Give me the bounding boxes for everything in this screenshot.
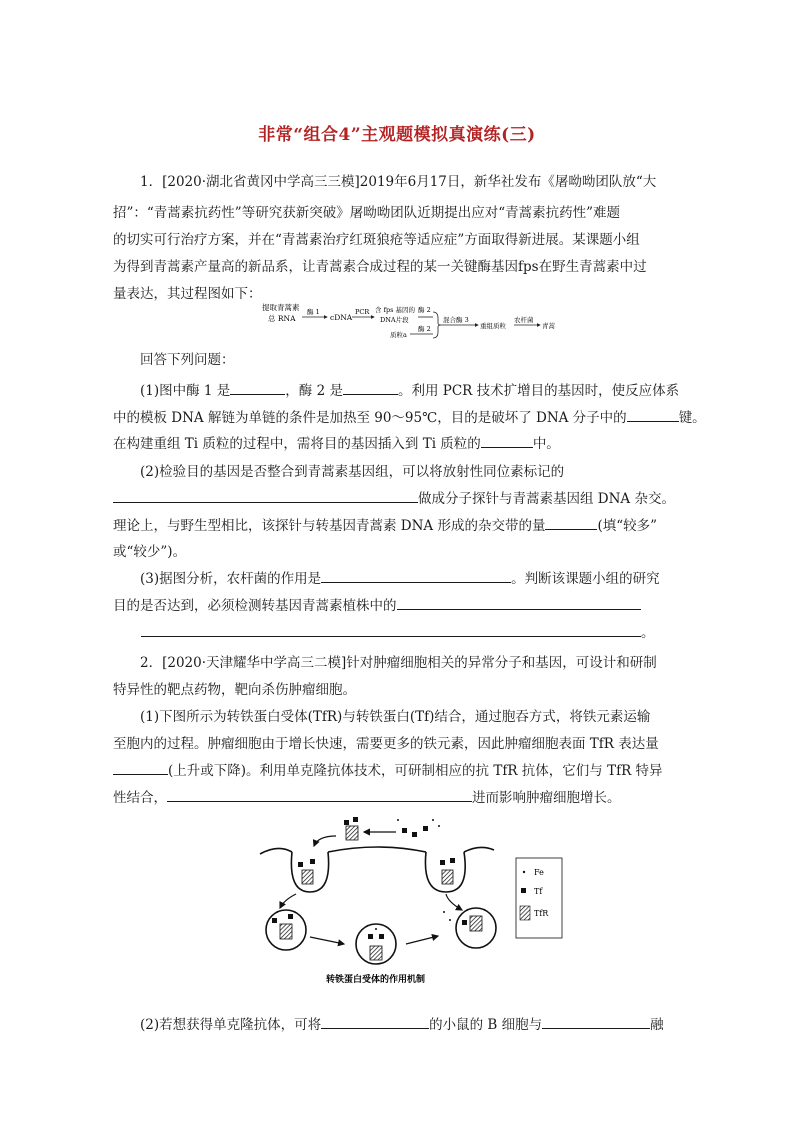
flow-cdna: cDNA [330, 313, 353, 322]
flow-ligase: 混合酶 3 [443, 316, 469, 324]
answer-blank-tfr-expression[interactable] [113, 760, 168, 775]
q1-part2-b-text: 做成分子探针与青蒿素基因组 DNA 杂交。 [418, 491, 675, 507]
membrane-segment-left [260, 848, 292, 854]
tfr-vesicle-left [280, 924, 292, 939]
answer-blank-detect[interactable] [397, 595, 641, 610]
fe-outside-2 [449, 919, 451, 921]
figure-caption: 转铁蛋白受体的作用机制 [326, 975, 426, 985]
tf-pit-right-2 [450, 858, 455, 863]
answer-blank-antibody-effect[interactable] [167, 787, 472, 802]
tf-pit-right-1 [440, 860, 445, 865]
q1-part1-b-text2: 键。 [678, 410, 706, 426]
q1-part2-line-c [113, 514, 683, 538]
q1-part1-line-c [113, 432, 683, 456]
q2-part1-d-text1: 性结合， [113, 790, 167, 806]
tf-vesicle-left-1 [272, 918, 277, 923]
flow-enzyme2-top: 酶 2 [418, 306, 431, 314]
flow-rna-bottom: 总 RNA [268, 314, 296, 323]
q1-line-1: 1．[2020·湖北省黄冈中学高三三模]2019年6月17日，新华社发布《屠呦呦团队放“大 [140, 174, 657, 190]
legend-tf-marker [521, 888, 526, 893]
arrow-curve-right [446, 894, 462, 910]
tf-pit-left-2 [310, 859, 315, 864]
tf-vesicle-right-1 [462, 920, 467, 925]
q1-part2-c-text1: 理论上，与野生型相比，该探针与转基因青蒿素 DNA 形成的杂交带的量 [113, 518, 546, 534]
tf-free-2 [412, 832, 417, 837]
q1-line-5: 量表达，其过程图如下： [113, 286, 262, 302]
fe-dot-3 [397, 819, 399, 821]
q1-line-2: 招”：“青蒿素抗药性”等研究获新突破》屠呦呦团队近期提出应对“青蒿素抗药性”难题 [113, 205, 621, 221]
q1-part3-b-text: 目的是否达到，必须检测转基因青蒿素植株中的 [113, 598, 397, 614]
fe-dot-1 [432, 819, 434, 821]
q1-line-4: 为得到青蒿素产量高的新品系，让青蒿素合成过程的某一关键酶基因fps在野生青蒿素中过 [113, 259, 647, 275]
q2-part1-d-text2: 进而影响肿瘤细胞增长。 [472, 790, 621, 806]
q1-part1-c-text2: 中。 [532, 436, 560, 452]
arrow-curve-down-left [280, 894, 296, 908]
membrane-segment-right [464, 847, 494, 852]
tf-top-2 [353, 817, 358, 822]
q1-part2-line-b [113, 487, 683, 511]
legend-tfr-label: TfR [534, 909, 549, 918]
tfr-pit-right [442, 870, 453, 884]
q2-part2-line [140, 1013, 683, 1037]
flow-pcr: PCR [355, 308, 370, 316]
flow-enzyme2-bottom: 酶 2 [418, 325, 431, 333]
answer-blank-agrobacterium-role[interactable] [321, 568, 511, 583]
tf-vesicle-mid-1 [368, 934, 373, 939]
fe-outside-1 [443, 911, 445, 913]
q1-part1-a-text1: (1)图中酶 1 是 [140, 383, 231, 399]
flow-gene-top: 含 fps 基因的 [375, 306, 416, 314]
legend-tf-label: Tf [534, 887, 543, 896]
q1-part3-c-text: 。 [641, 625, 655, 641]
flow-brace [433, 312, 441, 338]
q1-part3-line-c [113, 621, 683, 645]
q2-part1-line-a: (1)下图所示为转铁蛋白受体(TfR)与转铁蛋白(Tf)结合，通过胞吞方式，将铁元素运输 [140, 709, 651, 725]
tf-pit-left-1 [298, 862, 303, 867]
q1-answer-intro: 回答下列问题： [140, 352, 235, 368]
q2-line-2: 特异性的靶点药物，靶向杀伤肿瘤细胞。 [113, 682, 356, 698]
fe-vesicle-mid [375, 928, 377, 930]
answer-blank-mouse[interactable] [321, 1014, 429, 1029]
q1-part2-line-d: 或“较少”)。 [113, 544, 187, 560]
tfr-receptor-top [346, 826, 358, 840]
tf-free-1 [402, 828, 407, 833]
q1-line-3: 的切实可行治疗方案，并在“青蒿素治疗红斑狼疮等适应症”方面取得新进展。某课题小组 [113, 232, 640, 248]
tf-free-3 [423, 826, 428, 831]
q2-part1-line-b: 至胞内的过程。肿瘤细胞由于增长快速，需要更多的铁元素，因此肿瘤细胞表面 TfR 表达量 [113, 736, 659, 752]
legend-fe-label: Fe [534, 868, 544, 877]
q1-part3-a-text1: (3)据图分析，农杆菌的作用是 [140, 571, 322, 587]
q1-part1-line-b [113, 406, 706, 430]
arrow-curve-left [314, 836, 336, 846]
flow-agro: 农杆菌 [514, 316, 534, 324]
flow-rna-top: 提取青蒿素 [262, 303, 300, 312]
q2-part2-text2: 的小鼠的 B 细胞与 [429, 1017, 543, 1033]
arrow-bottom-right [406, 936, 438, 944]
q1-part1-a-text3: 。利用 PCR 技术扩增目的基因时，使反应体系 [397, 383, 680, 399]
legend-tfr-marker [520, 906, 530, 920]
answer-blank-probe[interactable] [113, 488, 418, 503]
answer-blank-enzyme1[interactable] [230, 380, 285, 395]
answer-blank-fuse-cell[interactable] [542, 1014, 650, 1029]
q2-part1-line-c [113, 759, 683, 783]
flow-gene-bottom: DNA片段 [380, 316, 409, 324]
q1-part2-c-text2: (填“较多” [597, 518, 658, 534]
q2-part2-text1: (2)若想获得单克隆抗体，可将 [140, 1017, 322, 1033]
flow-enzyme1: 酶 1 [307, 308, 320, 316]
q1-part1-b-text1: 中的模板 DNA 解链为单链的条件是加热至 90～95℃，目的是破坏了 DNA 分子中的 [113, 410, 627, 426]
q2-part1-c-text: (上升或下降)。利用单克隆抗体技术，可研制相应的抗 TfR 抗体，它们与 TfR 特异 [168, 763, 663, 779]
legend-fe-marker [523, 871, 525, 873]
tfr-mechanism-figure [258, 812, 568, 990]
tf-vesicle-mid-2 [379, 934, 384, 939]
answer-blank-enzyme2[interactable] [343, 380, 398, 395]
q1-part1-line-a [140, 379, 683, 403]
q1-part3-line-b [113, 594, 683, 618]
tf-vesicle-left-2 [288, 914, 293, 919]
tfr-vesicle-right [470, 916, 482, 931]
tf-top-1 [344, 820, 349, 825]
page-title: 非常“组合4”主观题模拟真演练(三) [258, 125, 536, 145]
q2-part1-line-d [113, 786, 683, 810]
q2-line-1: 2．[2020·天津耀华中学高三二模]针对肿瘤细胞相关的异常分子和基因，可设计和研制 [140, 655, 657, 671]
flow-plasmid: 质粒a [390, 331, 407, 339]
answer-blank-insert-site[interactable] [481, 433, 533, 448]
membrane-segment-mid [328, 847, 426, 852]
tfr-pit-left [302, 870, 313, 884]
flow-recomb: 重组质粒 [480, 322, 506, 330]
answer-blank-detect-cont[interactable] [141, 622, 641, 637]
flow-result: 青蒿 [542, 322, 555, 330]
q2-part2-text3: 融 [650, 1017, 664, 1033]
arrow-bottom-left [310, 937, 344, 944]
q1-part1-a-text2: ，酶 2 是 [285, 383, 343, 399]
q1-part3-a-text2: 。判断该课题小组的研究 [511, 571, 660, 587]
fe-dot-2 [438, 825, 440, 827]
q1-part2-line-a: (2)检验目的基因是否整合到青蒿素基因组，可以将放射性同位素标记的 [140, 464, 565, 480]
answer-blank-hybrid-amount[interactable] [545, 515, 597, 530]
tfr-vesicle-mid [370, 946, 382, 960]
q1-part3-line-a [140, 567, 683, 591]
answer-blank-bond[interactable] [627, 407, 679, 422]
process-flow-diagram [250, 300, 570, 350]
q1-part1-c-text1: 在构建重组 Ti 质粒的过程中，需将目的基因插入到 Ti 质粒的 [113, 436, 481, 452]
